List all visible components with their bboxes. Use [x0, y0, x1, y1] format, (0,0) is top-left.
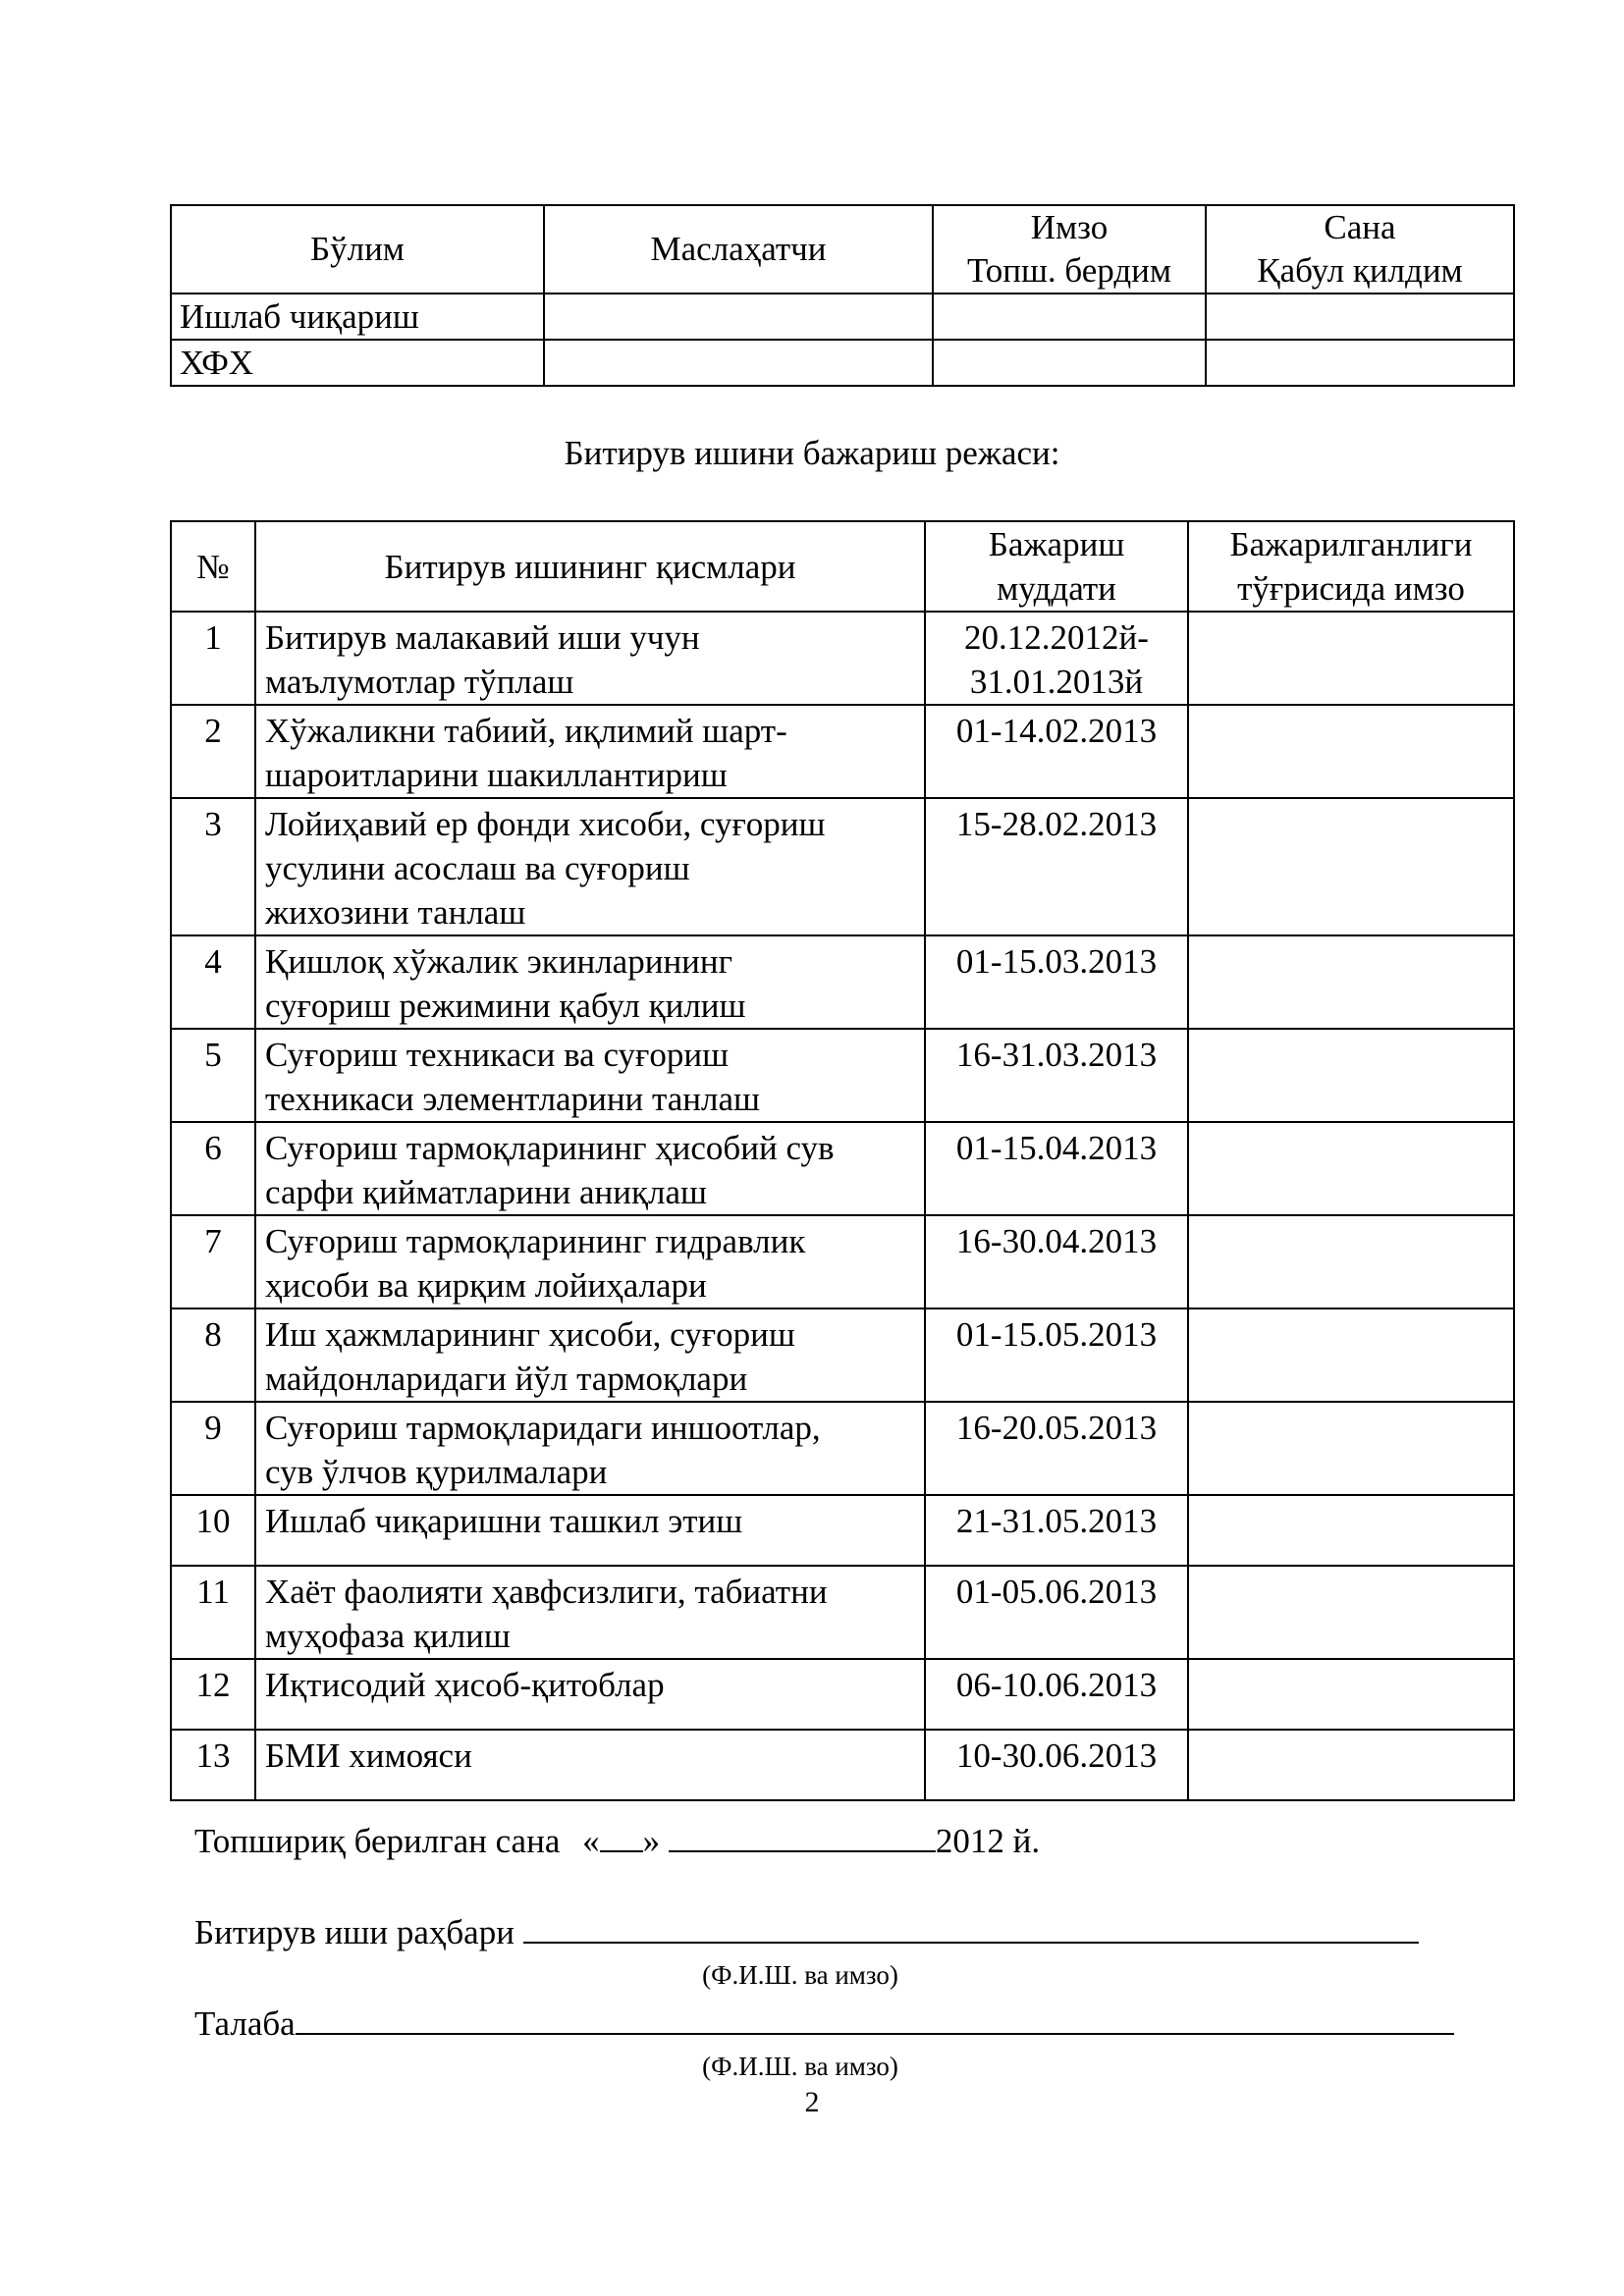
- plan-row: [171, 1730, 1514, 1800]
- completion-signature-cell[interactable]: [1188, 1402, 1514, 1495]
- work-part-cell: [255, 1495, 925, 1566]
- signature-cell[interactable]: [933, 294, 1206, 340]
- deadline-cell: [925, 1029, 1188, 1122]
- work-part-cell: [255, 1308, 925, 1402]
- completion-signature-cell[interactable]: [1188, 1029, 1514, 1122]
- deadline-cell: [925, 1122, 1188, 1215]
- work-part-line: ҳисоби ва қирқим лойиҳалари: [265, 1266, 707, 1305]
- work-part-cell: [255, 798, 925, 935]
- deadline-line: 15-28.02.2013: [955, 805, 1158, 843]
- department-cell: ХФХ: [171, 340, 544, 386]
- work-part-line: сарфи қийматларини аниқлаш: [265, 1173, 707, 1211]
- deadline-cell: [925, 705, 1188, 798]
- completion-signature-cell[interactable]: [1188, 705, 1514, 798]
- issue-month-field[interactable]: [669, 1817, 936, 1852]
- work-part-line: майдонларидаги йўл тармоқлари: [265, 1360, 748, 1398]
- signature-cell[interactable]: [933, 340, 1206, 386]
- deadline-line: 01-15.05.2013: [955, 1315, 1158, 1354]
- plan-row: [171, 935, 1514, 1029]
- work-part-cell: [255, 1659, 925, 1730]
- plan-row: [171, 1659, 1514, 1730]
- plan-row: [171, 1308, 1514, 1402]
- plan-header-row: [171, 521, 1514, 612]
- plan-row: [171, 1029, 1514, 1122]
- deadline-cell: [925, 935, 1188, 1029]
- plan-row: [171, 1402, 1514, 1495]
- work-part-cell: [255, 1402, 925, 1495]
- work-part-line: БМИ химояси: [265, 1736, 472, 1775]
- header-completion-line1: Бажарилганлиги: [1229, 525, 1473, 563]
- work-part-line: Лойиҳавий ер фонди хисоби, суғориш: [265, 805, 826, 843]
- issue-quote-open: «: [582, 1822, 600, 1860]
- row-number: 4: [171, 935, 255, 1029]
- header-completion-signature: [1188, 521, 1514, 612]
- work-part-line: усулини асослаш ва суғориш: [265, 849, 690, 887]
- header-signature: [933, 205, 1206, 294]
- issue-year: 2012 й.: [935, 1822, 1041, 1860]
- row-number: 2: [171, 705, 255, 798]
- work-part-line: Қишлоқ хўжалик экинларининг: [265, 942, 732, 981]
- work-part-line: Суғориш тармоқларининг ҳисобий сув: [265, 1129, 835, 1167]
- issue-date-line: [194, 1817, 1040, 1863]
- completion-signature-cell[interactable]: [1188, 1308, 1514, 1402]
- completion-signature-cell[interactable]: [1188, 1215, 1514, 1308]
- deadline-line: 21-31.05.2013: [955, 1502, 1158, 1540]
- supervisor-caption: (Ф.И.Ш. ва имзо): [702, 1960, 898, 1990]
- completion-signature-cell[interactable]: [1188, 612, 1514, 705]
- work-part-line: Хўжаликни табиий, иқлимий шарт-: [265, 712, 787, 750]
- deadline-cell: [925, 1730, 1188, 1800]
- work-part-line: шароитларини шакиллантириш: [265, 756, 728, 794]
- work-part-cell: [255, 1029, 925, 1122]
- row-number: 5: [171, 1029, 255, 1122]
- work-part-line: Битирув малакавий иши учун: [265, 618, 700, 657]
- work-part-line: муҳофаза қилиш: [265, 1617, 511, 1655]
- header-date-line2: Қабул қилдим: [1257, 251, 1463, 290]
- issue-date-label: Топшириқ берилган сана: [194, 1822, 561, 1860]
- work-part-cell: [255, 935, 925, 1029]
- deadline-line: 20.12.2012й-: [964, 618, 1149, 657]
- header-deadline: [925, 521, 1188, 612]
- student-caption: (Ф.И.Ш. ва имзо): [702, 2052, 898, 2081]
- date-cell[interactable]: [1206, 340, 1514, 386]
- header-date: [1206, 205, 1514, 294]
- header-signature-line2: Топш. бердим: [966, 251, 1172, 290]
- deadline-line: 01-15.03.2013: [955, 942, 1158, 981]
- deadline-line: 01-05.06.2013: [955, 1573, 1158, 1611]
- deadline-cell: [925, 1215, 1188, 1308]
- supervisor-label: Битирув иши раҳбари: [194, 1913, 514, 1951]
- header-deadline-line1: Бажариш: [988, 525, 1125, 563]
- deadline-line: 16-31.03.2013: [955, 1036, 1158, 1074]
- issue-day-field[interactable]: [600, 1817, 643, 1852]
- row-number: 3: [171, 798, 255, 935]
- header-no: №: [171, 521, 255, 612]
- header-department: Бўлим: [171, 205, 544, 294]
- work-part-line: Иқтисодий ҳисоб-қитоблар: [265, 1666, 665, 1704]
- deadline-cell: [925, 798, 1188, 935]
- plan-row: [171, 1122, 1514, 1215]
- work-part-cell: [255, 1122, 925, 1215]
- work-part-cell: [255, 705, 925, 798]
- work-part-line: Иш ҳажмларининг ҳисоби, суғориш: [265, 1315, 795, 1354]
- row-number: 1: [171, 612, 255, 705]
- row-number: 13: [171, 1730, 255, 1800]
- deadline-cell: [925, 1566, 1188, 1659]
- consultant-row: [171, 340, 1514, 386]
- consultant-cell[interactable]: [544, 294, 933, 340]
- work-part-line: Ишлаб чиқаришни ташкил этиш: [265, 1502, 743, 1540]
- page-number: 2: [804, 2086, 820, 2118]
- completion-signature-cell[interactable]: [1188, 1566, 1514, 1659]
- deadline-cell: [925, 1308, 1188, 1402]
- student-line: [194, 2000, 1454, 2046]
- work-part-cell: [255, 1730, 925, 1800]
- deadline-cell: [925, 612, 1188, 705]
- plan-row: [171, 705, 1514, 798]
- consultants-header-row: [171, 205, 1514, 294]
- work-part-line: техникаси элементларини танлаш: [265, 1080, 760, 1118]
- work-part-line: Суғориш техникаси ва суғориш: [265, 1036, 730, 1074]
- row-number: 11: [171, 1566, 255, 1659]
- consultant-row: [171, 294, 1514, 340]
- deadline-line: 01-14.02.2013: [955, 712, 1158, 750]
- plan-row: [171, 1495, 1514, 1566]
- issue-quote-close: »: [642, 1822, 661, 1860]
- plan-row: [171, 1566, 1514, 1659]
- deadline-line: 31.01.2013й: [969, 663, 1144, 701]
- work-part-line: маълумотлар тўплаш: [265, 663, 574, 701]
- supervisor-line: [194, 1908, 1419, 1954]
- header-completion-line2: тўғрисида имзо: [1237, 569, 1465, 608]
- completion-signature-cell[interactable]: [1188, 1730, 1514, 1800]
- header-deadline-line2: муддати: [997, 569, 1116, 608]
- student-label: Талаба: [194, 2004, 296, 2043]
- work-part-line: Суғориш тармоқларининг гидравлик: [265, 1222, 806, 1260]
- plan-row: [171, 1215, 1514, 1308]
- row-number: 8: [171, 1308, 255, 1402]
- plan-table: [170, 520, 1515, 1801]
- header-consultant: Маслаҳатчи: [544, 205, 933, 294]
- deadline-cell: [925, 1495, 1188, 1566]
- deadline-line: 16-30.04.2013: [955, 1222, 1158, 1260]
- plan-row: [171, 798, 1514, 935]
- deadline-line: 16-20.05.2013: [955, 1409, 1158, 1447]
- completion-signature-cell[interactable]: [1188, 1659, 1514, 1730]
- deadline-line: 01-15.04.2013: [955, 1129, 1158, 1167]
- row-number: 10: [171, 1495, 255, 1566]
- work-part-cell: [255, 1566, 925, 1659]
- plan-row: [171, 612, 1514, 705]
- department-cell: Ишлаб чиқариш: [171, 294, 544, 340]
- plan-title: Битирув ишини бажариш режаси:: [564, 434, 1060, 472]
- work-part-line: Суғориш тармоқларидаги иншоотлар,: [265, 1409, 821, 1447]
- header-date-line1: Сана: [1324, 208, 1396, 246]
- completion-signature-cell[interactable]: [1188, 935, 1514, 1029]
- deadline-cell: [925, 1402, 1188, 1495]
- work-part-line: сув ўлчов қурилмалари: [265, 1453, 608, 1491]
- header-parts: Битирув ишининг қисмлари: [255, 521, 925, 612]
- work-part-cell: [255, 1215, 925, 1308]
- work-part-line: суғориш режимини қабул қилиш: [265, 987, 746, 1025]
- row-number: 6: [171, 1122, 255, 1215]
- completion-signature-cell[interactable]: [1188, 798, 1514, 935]
- work-part-line: жихозини танлаш: [265, 893, 526, 932]
- deadline-line: 10-30.06.2013: [955, 1736, 1158, 1775]
- student-signature-field[interactable]: [296, 2000, 1454, 2035]
- deadline-cell: [925, 1659, 1188, 1730]
- completion-signature-cell[interactable]: [1188, 1495, 1514, 1566]
- consultant-cell[interactable]: [544, 340, 933, 386]
- deadline-line: 06-10.06.2013: [955, 1666, 1158, 1704]
- consultants-table: [170, 204, 1515, 387]
- row-number: 7: [171, 1215, 255, 1308]
- row-number: 9: [171, 1402, 255, 1495]
- completion-signature-cell[interactable]: [1188, 1122, 1514, 1215]
- supervisor-signature-field[interactable]: [523, 1908, 1419, 1944]
- row-number: 12: [171, 1659, 255, 1730]
- date-cell[interactable]: [1206, 294, 1514, 340]
- work-part-cell: [255, 612, 925, 705]
- header-signature-line1: Имзо: [1030, 208, 1109, 246]
- work-part-line: Хаёт фаолияти ҳавфсизлиги, табиатни: [265, 1573, 828, 1611]
